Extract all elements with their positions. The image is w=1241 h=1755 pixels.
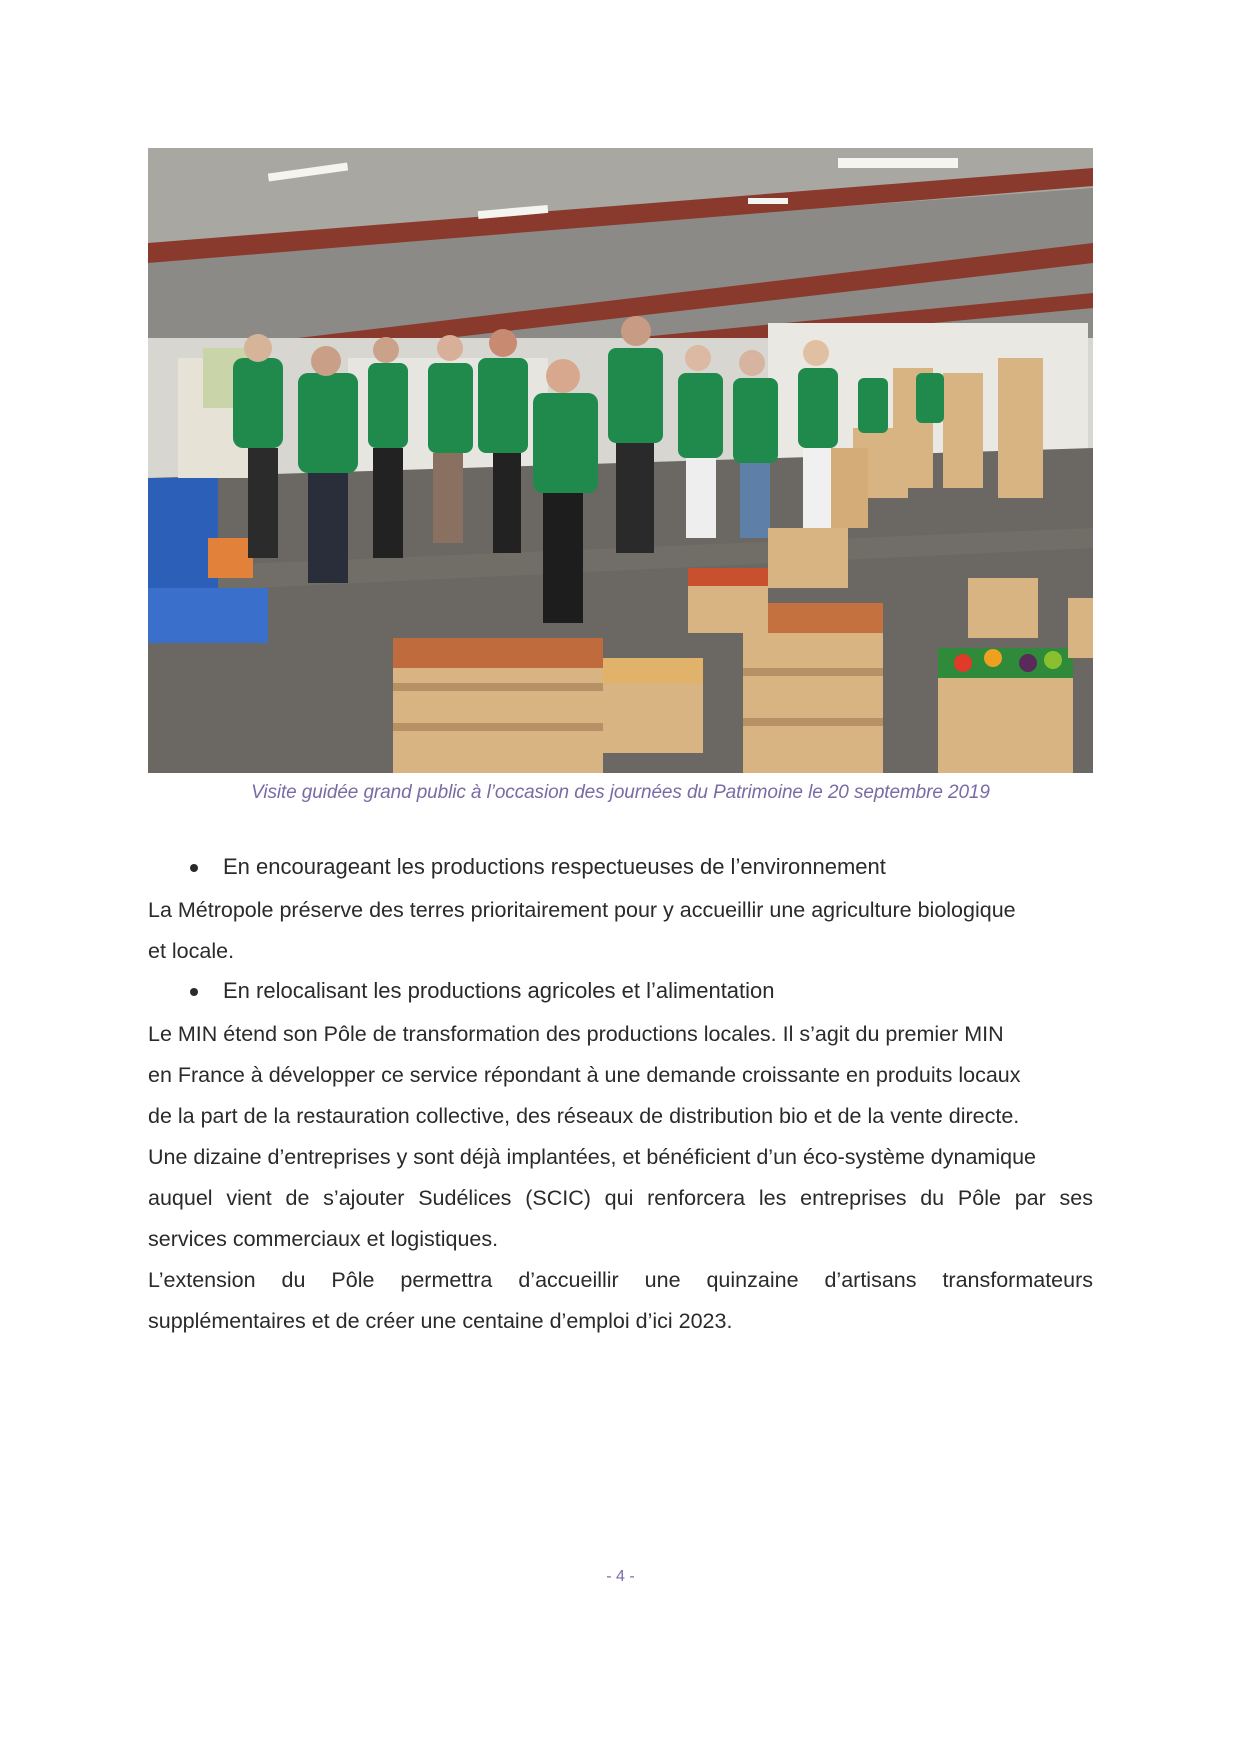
paragraph-line: et locale. xyxy=(148,939,235,963)
paragraph-line: services commerciaux et logistiques. xyxy=(148,1227,499,1251)
paragraph-line: Une dizaine d’entreprises y sont déjà implantées, et bénéficient d’un éco-système dynamique xyxy=(148,1145,1036,1169)
paragraph-line: en France à développer ce service répondant à une demande croissante en produits locaux xyxy=(148,1063,1021,1087)
paragraph-line: La Métropole préserve des terres prioritairement pour y accueillir une agriculture biologique xyxy=(148,898,1016,922)
paragraph-line: L’extension du Pôle permettra d’accueillir une quinzaine d’artisans transformateurs xyxy=(148,1268,1093,1292)
page-number: - 4 - xyxy=(606,1568,635,1585)
bullet-dot-icon xyxy=(190,988,198,996)
paragraph xyxy=(148,1014,1093,1342)
paragraph-line: de la part de la restauration collective, des réseaux de distribution bio et de la vente directe. xyxy=(148,1104,1020,1128)
paragraph-line: auquel vient de s’ajouter Sudélices (SCIC) qui renforcera les entreprises du Pôle par ses xyxy=(148,1186,1093,1210)
bullet-text: En relocalisant les productions agricoles et l’alimentation xyxy=(223,978,775,1003)
bullet-text: En encourageant les productions respectueuses de l’environnement xyxy=(223,854,886,879)
photo-illustration xyxy=(148,148,1093,773)
bullet-dot-icon xyxy=(190,864,198,872)
market-visit-photo xyxy=(148,148,1093,773)
paragraph xyxy=(148,890,1093,972)
paragraph-line: Le MIN étend son Pôle de transformation des productions locales. Il s’agit du premier MIN xyxy=(148,1022,1004,1046)
paragraph-line: supplémentaires et de créer une centaine d’emploi d’ici 2023. xyxy=(148,1309,733,1333)
photo-caption: Visite guidée grand public à l’occasion des journées du Patrimoine le 20 septembre 2019 xyxy=(251,782,990,803)
